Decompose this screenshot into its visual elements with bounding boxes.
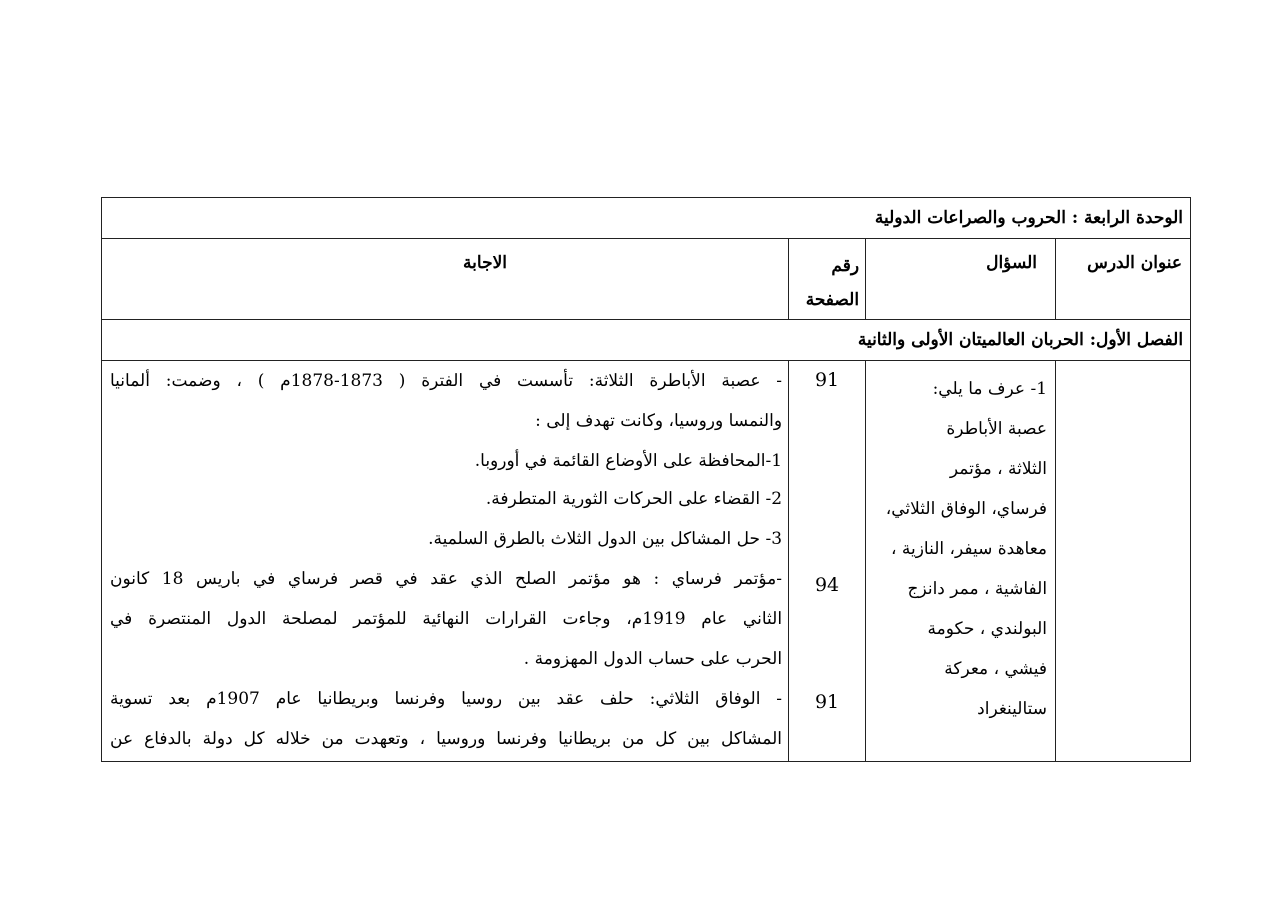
- answer-line: - عصبة الأباطرة الثلاثة: تأسست في الفترة ( 1873-1878م ) ، وضمت: ألمانيا: [110, 371, 783, 391]
- header-question: [866, 239, 1056, 320]
- header-answer: [102, 239, 789, 320]
- header-page-number: [789, 239, 866, 320]
- header-page-number-line1: رقم: [831, 256, 860, 276]
- question-line: 1- عرف ما يلي:: [932, 379, 1048, 399]
- answer-line: الحرب على حساب الدول المهزومة .: [523, 649, 783, 669]
- header-lesson-title-text: عنوان الدرس: [1087, 253, 1183, 273]
- answer-line: 2- القضاء على الحركات الثورية المتطرفة.: [485, 489, 783, 509]
- unit-title-cell: [102, 198, 1191, 239]
- question-line: الثلاثة ، مؤتمر: [949, 459, 1048, 479]
- header-lesson-title: [1056, 239, 1191, 320]
- question-line: عصبة الأباطرة: [946, 419, 1048, 439]
- page-number: 94: [814, 574, 840, 596]
- lesson-title-cell: [1056, 361, 1191, 762]
- unit-title: الوحدة الرابعة : الحروب والصراعات الدولية: [874, 208, 1184, 228]
- answer-line: -مؤتمر فرساي : هو مؤتمر الصلح الذي عقد في قصر فرساي في باريس 18 كانون: [110, 569, 783, 589]
- lesson-table: [101, 197, 1191, 762]
- answer-line: المشاكل بين كل من بريطانيا وفرنسا وروسيا ، وتعهدت من خلاله كل دولة بالدفاع عن: [110, 729, 783, 749]
- question-line: الفاشية ، ممر دانزج: [907, 579, 1048, 599]
- answer-text: [102, 361, 788, 761]
- question-line: معاهدة سيفر، النازية ،: [890, 539, 1048, 559]
- question-line: ستالينغراد: [977, 699, 1048, 719]
- header-answer-text: الاجابة: [463, 253, 507, 273]
- page-number-cell: [789, 361, 866, 762]
- answer-line: والنمسا وروسيا، وكانت تهدف إلى :: [535, 411, 783, 431]
- page-number: 91: [814, 369, 840, 391]
- page-number: 91: [814, 691, 840, 713]
- answer-cell: [102, 361, 789, 762]
- header-page-number-line2: الصفحة: [805, 290, 860, 310]
- chapter-title-cell: [102, 320, 1191, 361]
- header-page-number-text: [789, 239, 865, 317]
- answer-line: - الوفاق الثلاثي: حلف عقد بين روسيا وفرنسا وبريطانيا عام 1907م بعد تسوية: [110, 689, 783, 709]
- question-line: البولندي ، حكومة: [927, 619, 1048, 639]
- question-line: فيشي ، معركة: [944, 659, 1048, 679]
- answer-line: الثاني عام 1919م، وجاءت القرارات النهائية للمؤتمر لمصلحة الدول المنتصرة في: [110, 609, 783, 629]
- question-text: [866, 361, 1055, 729]
- question-line: فرساي، الوفاق الثلاثي،: [885, 499, 1048, 519]
- question-cell: [866, 361, 1056, 762]
- header-question-text: السؤال: [986, 253, 1038, 273]
- chapter-title: الفصل الأول: الحربان العالميتان الأولى والثانية: [857, 330, 1184, 350]
- answer-line: 3- حل المشاكل بين الدول الثلاث بالطرق السلمية.: [428, 529, 783, 549]
- answer-line: 1-المحافظة على الأوضاع القائمة في أوروبا.: [474, 451, 783, 471]
